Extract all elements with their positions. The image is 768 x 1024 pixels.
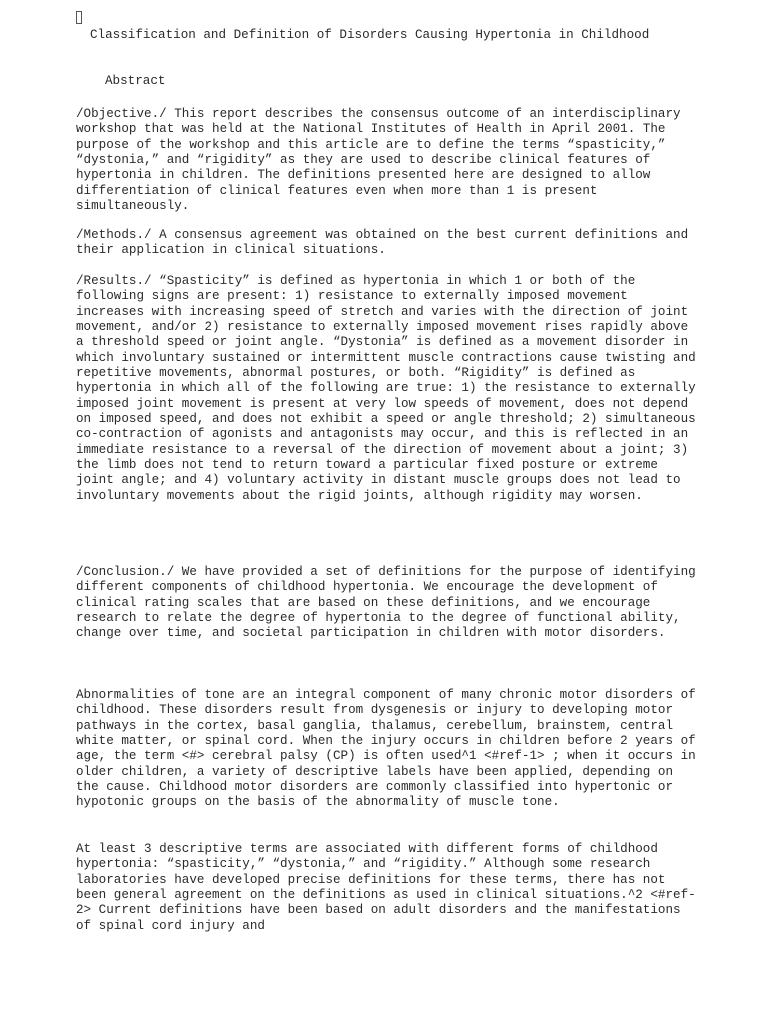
abstract-methods-paragraph: /Methods./ A consensus agreement was obtained on the best current definitions and their application in clinical situations. [76,228,689,258]
abstract-conclusion-paragraph: /Conclusion./ We have provided a set of definitions for the purpose of identifying different components of childhood hypertonia. We encourage the development of clinical rating scales that are based on these definitions, and we encourage research to relate the degree of hypertonia to the degree of functional ability, change over time, and societal participation in children with motor disorders. [76,565,696,641]
abstract-objective-paragraph: /Objective./ This report describes the consensus outcome of an interdisciplinary workshop that was held at the National Institutes of Health in April 2001. The purpose of the workshop and this article are to define the terms “spasticity,” “dystonia,” and “rigidity” as they are used to describe clinical features of hypertonia in children. The definitions presented here are designed to allow differentiation of clinical features even when more than 1 is present simultaneously. [76,107,681,214]
document-title: Classification and Definition of Disorders Causing Hypertonia in Childhood [90,28,650,42]
missing-glyph-icon [76,11,82,24]
intro-paragraph-2: At least 3 descriptive terms are associated with different forms of childhood hypertonia: “spasticity,” “dystonia,” and “rigidity.” Although some research laboratories have developed precise definitions for these terms, there has not been general agreement on the definitions as used in clinical situations.^2 <#ref-2> Current definitions have been based on adult disorders and the manifestations of spinal cord injury and [76,842,696,933]
intro-paragraph-1: Abnormalities of tone are an integral component of many chronic motor disorders of childhood. These disorders result from dysgenesis or injury to developing motor pathways in the cortex, basal ganglia, thalamus, cerebellum, brainstem, central white matter, or spinal cord. When the injury occurs in children before 2 years of age, the term <#> cerebral palsy (CP) is often used^1 <#ref-1> ; when it occurs in older children, a variety of descriptive labels have been applied, depending on the cause. Childhood motor disorders are commonly classified into hypertonic or hypotonic groups on the basis of the abnormality of muscle tone. [76,688,696,810]
abstract-heading: Abstract [105,74,166,88]
abstract-results-paragraph: /Results./ “Spasticity” is defined as hypertonia in which 1 or both of the following signs are present: 1) resistance to externally imposed movement increases with increasing speed of stretch and varies with the direction of joint movement, and/or 2) resistance to externally imposed movement rises rapidly above a threshold speed or joint angle. “Dystonia” is defined as a movement disorder in which involuntary sustained or intermittent muscle contractions cause twisting and repetitive movements, abnormal postures, or both. “Rigidity” is defined as hypertonia in which all of the following are true: 1) the resistance to externally imposed joint movement is present at very low speeds of movement, does not depend on imposed speed, and does not exhibit a speed or angle threshold; 2) simultaneous co-contraction of agonists and antagonists may occur, and this is reflected in an immediate resistance to a reversal of the direction of movement about a joint; 3) the limb does not tend to return toward a particular fixed posture or extreme joint angle; and 4) voluntary activity in distant muscle groups does not lead to involuntary movements about the rigid joints, although rigidity may worsen. [76,274,696,503]
